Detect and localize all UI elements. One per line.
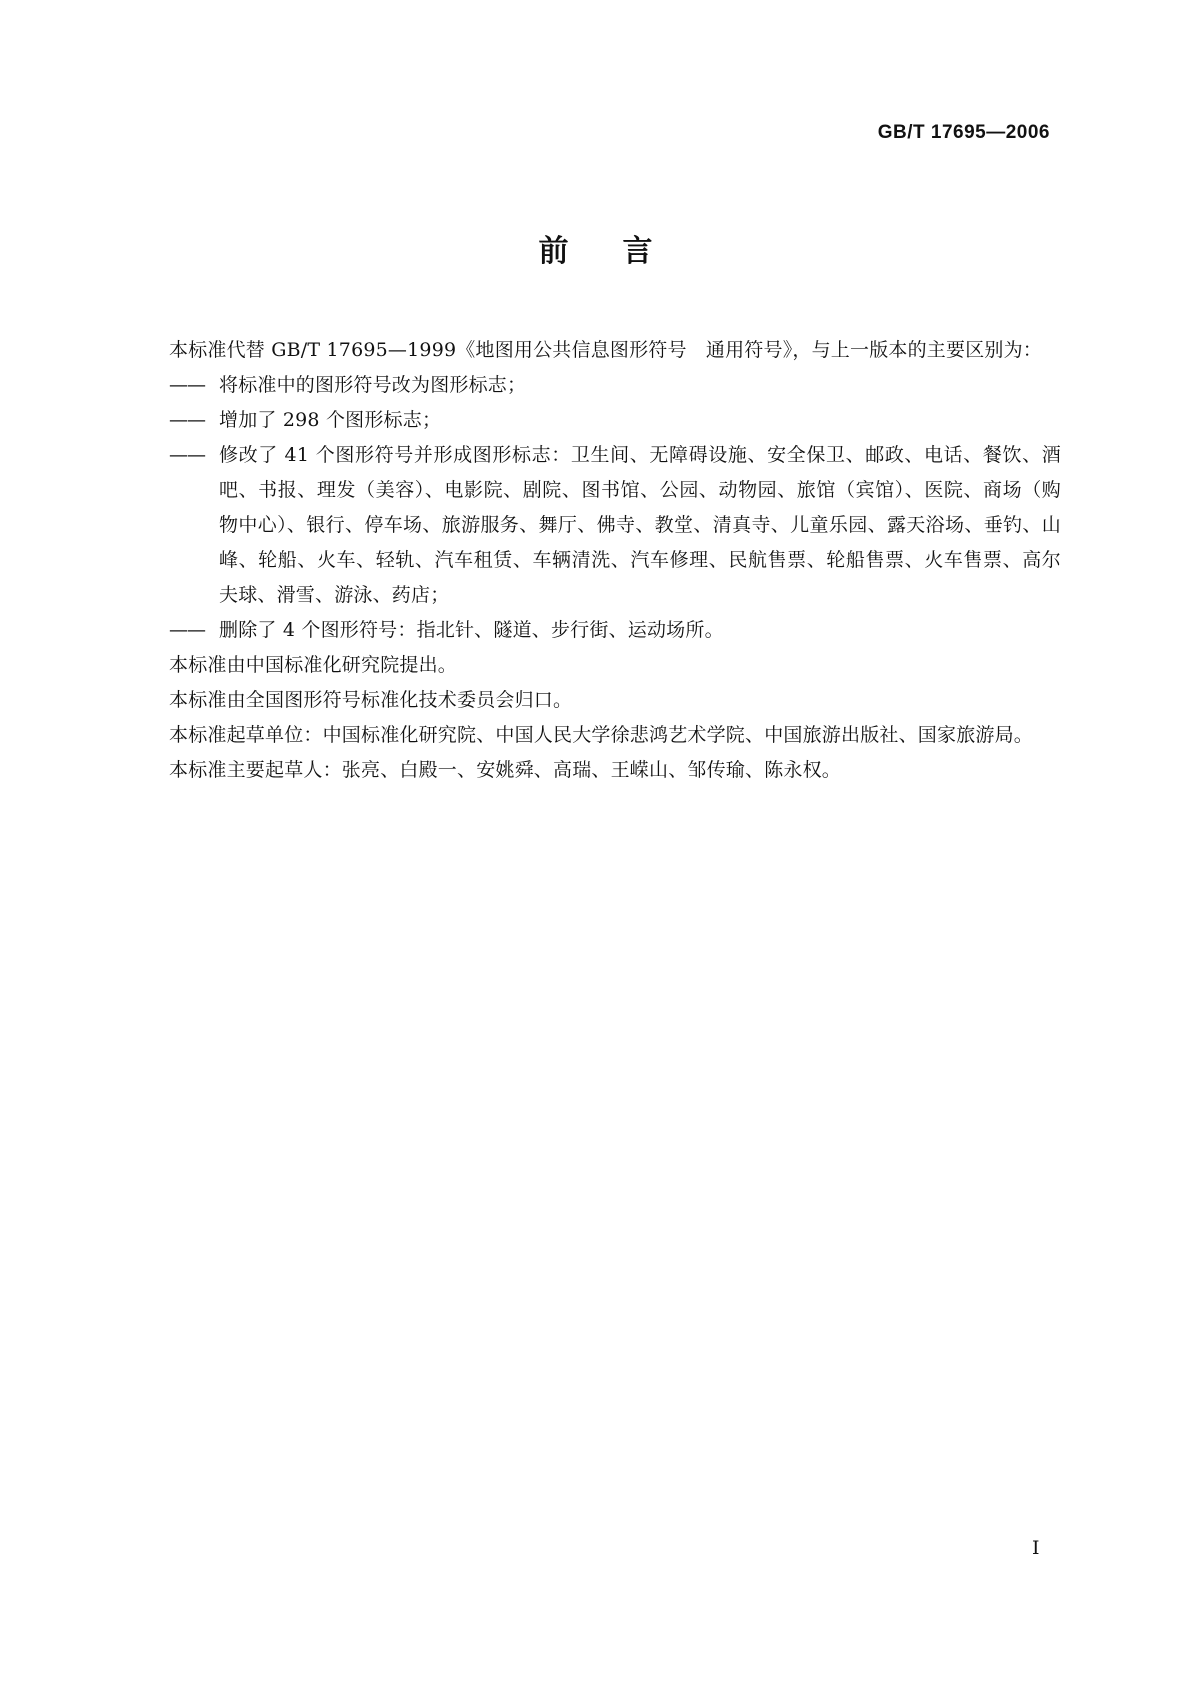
page-number: I: [1032, 1537, 1040, 1559]
change-text: 将标准中的图形符号改为图形标志；: [219, 374, 527, 396]
change-text: 删除了 4 个图形符号：指北针、隧道、步行街、运动场所。: [219, 619, 724, 641]
dash-marker: ——: [169, 619, 205, 641]
title-char-2: 言: [622, 234, 653, 269]
responsible-committee-statement: 本标准由全国图形符号标准化技术委员会归口。: [169, 689, 573, 711]
change-text: 修改了 41 个图形符号并形成图形标志：卫生间、无障碍设施、安全保卫、邮政、电话、餐饮、酒吧、书报、理发（美容）、电影院、剧院、图书馆、公园、动物园、旅馆（宾馆）、医院、商场（购物中心）、银行、停车场、旅游服务、舞厅、佛寺、教堂、清真寺、儿童乐园、露天浴场、垂钓、山峰、轮船、火车、轻轨、汽车租赁、车辆清洗、汽车修理、民航售票、轮船售票、火车售票、高尔夫球、滑雪、游泳、药店；: [219, 444, 1061, 606]
change-text: 增加了 298 个图形标志；: [219, 409, 442, 431]
proposer-statement: 本标准由中国标准化研究院提出。: [169, 654, 458, 676]
dash-marker: ——: [169, 444, 205, 466]
change-item: [131, 403, 1061, 438]
standard-number: GB/T 17695—2006: [877, 122, 1050, 143]
dash-marker: ——: [169, 374, 205, 396]
page-title: [0, 226, 1191, 270]
change-item: [131, 438, 1061, 613]
title-char-1: 前: [538, 234, 569, 269]
foreword-body: [131, 333, 1061, 788]
intro-paragraph: 本标准代替 GB/T 17695—1999《地图用公共信息图形符号 通用符号》，与上一版本的主要区别为：: [169, 339, 1042, 361]
change-item: [131, 368, 1061, 403]
dash-marker: ——: [169, 409, 205, 431]
change-item: [131, 613, 1061, 648]
drafting-units-statement: 本标准起草单位：中国标准化研究院、中国人民大学徐悲鸿艺术学院、中国旅游出版社、国家旅游局。: [169, 724, 1034, 746]
drafters-statement: 本标准主要起草人：张亮、白殿一、安姚舜、高瑞、王嵘山、邹传瑜、陈永权。: [169, 759, 842, 781]
